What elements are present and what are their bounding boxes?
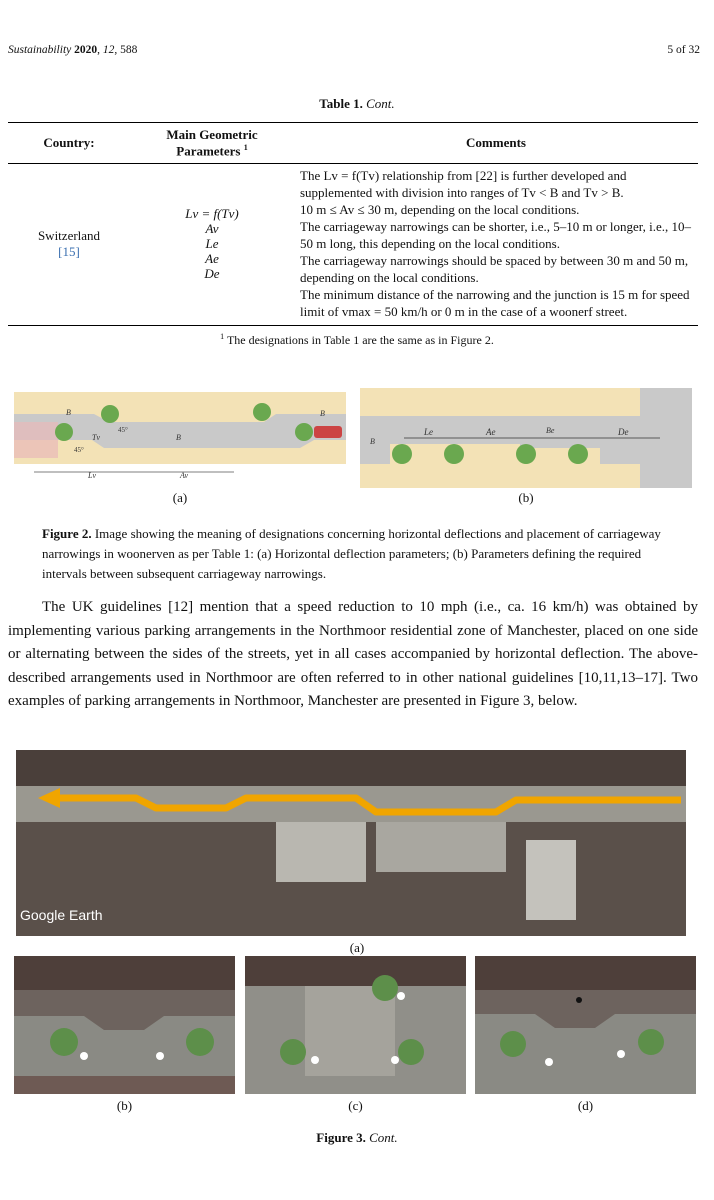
figure-2a-diagram [14, 392, 346, 480]
figure-3a-aerial-photo [16, 750, 686, 936]
col-header-comments: Comments [294, 123, 698, 164]
google-earth-watermark: Google Earth [20, 907, 103, 923]
cell-params [130, 164, 294, 326]
col-header-params [130, 123, 294, 164]
figure-3a-label: (a) [349, 940, 365, 955]
marker-dot [311, 1056, 319, 1064]
comment-line: 10 m ≤ Av ≤ 30 m, depending on the local conditions. [300, 202, 580, 218]
figure-3-caption [0, 1130, 714, 1146]
building [276, 822, 366, 882]
comment-line: The Lv = f(Tv) relationship from [22] is further developed and supplemented with division into ranges of Tv < B and Tv > B. [300, 168, 627, 201]
param-item: Le [205, 236, 219, 252]
dim-label: B [370, 437, 375, 446]
col-header-params-text: Main Geometric Parameters [166, 127, 258, 159]
running-header: Sustainability 2020, 12, 588 [8, 44, 138, 56]
dim-label: Av [180, 471, 188, 480]
marker-dot [80, 1052, 88, 1060]
angle-label: 45° [118, 426, 128, 434]
tree-icon [398, 1039, 424, 1065]
roof-row [475, 956, 696, 990]
comment-line: The carriageway narrowings should be spaced by between 30 m and 50 m, depending on the local conditions. [300, 253, 689, 286]
tree-icon [186, 1028, 214, 1056]
dim-label: Lv [88, 471, 96, 480]
dim-label: Be [546, 426, 555, 435]
table-caption-label: Table 1. [319, 96, 363, 111]
journal-year: 2020 [74, 44, 98, 56]
figure-3-caption-cont: Cont. [369, 1130, 398, 1145]
dim-label: B [320, 409, 325, 418]
street [16, 786, 686, 822]
journal-volume: 12 [102, 44, 115, 56]
tree-icon [392, 444, 412, 464]
dim-label: B [176, 433, 181, 442]
marker-dot [617, 1050, 625, 1058]
tree-icon [444, 444, 464, 464]
figure-2b-label: (b) [518, 490, 534, 505]
table-caption-cont: Cont. [366, 96, 395, 111]
dim-label: Ae [486, 427, 496, 437]
param-item: De [204, 266, 220, 282]
figure-3-caption-label: Figure 3. [316, 1130, 366, 1145]
table-caption [0, 96, 714, 112]
roof-row [14, 1076, 235, 1094]
table-footnote: $^1$ The designations in Table 1 are the same as in Figure 2. [220, 332, 494, 347]
param-item: Lv = f(Tv) [185, 206, 239, 222]
angle-label: 45° [74, 446, 84, 454]
car-icon [314, 426, 342, 438]
figure-2-caption-label: Figure 2. [42, 526, 92, 541]
tree-icon [280, 1039, 306, 1065]
tree-icon [295, 423, 313, 441]
roof-row [245, 956, 466, 986]
dim-label: Tv [92, 433, 100, 442]
figure-3c-label: (c) [348, 1098, 363, 1113]
marker-dot [156, 1052, 164, 1060]
tree-icon [253, 403, 271, 421]
table-header-row [8, 123, 698, 164]
dim-label: Le [424, 427, 433, 437]
dim-label: De [618, 427, 629, 437]
figure-2-caption [42, 524, 682, 584]
marker-dot [397, 992, 405, 1000]
roof-row [14, 956, 235, 990]
param-item: Av [205, 221, 219, 237]
building [376, 822, 506, 872]
building [526, 840, 576, 920]
param-item: Ae [205, 251, 219, 267]
figure-3d-photo [475, 956, 696, 1094]
table-footnote-text: The designations in Table 1 are the same as in Figure 2. [226, 333, 494, 347]
body-paragraph [8, 596, 698, 714]
marker-dot [391, 1056, 399, 1064]
figure-3d-label: (d) [577, 1098, 594, 1113]
tree-icon [638, 1029, 664, 1055]
journal-name: Sustainability [8, 44, 72, 56]
comment-line: The carriageway narrowings can be shorter, i.e., 5–10 m or longer, i.e., 10–50 m long, this depending on the local conditions. [300, 219, 691, 252]
country-ref-link[interactable]: [15] [58, 243, 80, 259]
figure-3c-photo [245, 956, 466, 1094]
col-header-country: Country: [8, 123, 130, 164]
tree-icon [500, 1031, 526, 1057]
tree-icon [50, 1028, 78, 1056]
figure-2b-diagram [360, 388, 692, 488]
tree-icon [568, 444, 588, 464]
comment-line: The minimum distance of the narrowing and the junction is 15 m for speed limit of vmax = 50 km/h or 0 m in the case of a woonerf street. [300, 287, 690, 320]
cell-comments [294, 164, 698, 326]
tree-icon [101, 405, 119, 423]
table-row [8, 164, 698, 326]
tree-icon [516, 444, 536, 464]
body-text: The UK guidelines [12] mention that a speed reduction to 10 mph (i.e., ca. 16 km/h) was obtained by implementing various parking arrangements in the Northmoor residential zone of Manchester, placed on one side or alternating between the sides of the streets, yet in all cases accompanied by horizontal deflection. The above-described arrangements used in Northmoor are often referred to in other national guidelines [10,11,13–17]. Two examples of parking arrangements in Northmoor, Manchester are presented in Figure 3, below. [8, 599, 698, 709]
page-number: 5 of 32 [667, 44, 700, 56]
parking-area [14, 422, 58, 458]
country-name: Switzerland [37, 227, 101, 243]
dim-label: B [66, 408, 71, 417]
figure-3b-photo [14, 956, 235, 1094]
figure-2-caption-text: Image showing the meaning of designations concerning horizontal deflections and placement of carriageway narrowings in woonerven as per Table 1: (a) Horizontal deflection parameters; (b) Parameters defining the required intervals between subsequent carriageway narrowings. [42, 526, 661, 581]
roof-row [16, 750, 686, 790]
tree-icon [55, 423, 73, 441]
figure-3b-label: (b) [116, 1098, 133, 1113]
col-header-params-sup: 1 [243, 143, 248, 152]
tree-icon [372, 975, 398, 1001]
table-1 [8, 122, 698, 326]
cell-country [8, 164, 130, 326]
figure-2a-label: (a) [172, 490, 188, 505]
article-id: 588 [120, 44, 138, 56]
marker-dot [576, 997, 582, 1003]
marker-dot [545, 1058, 553, 1066]
